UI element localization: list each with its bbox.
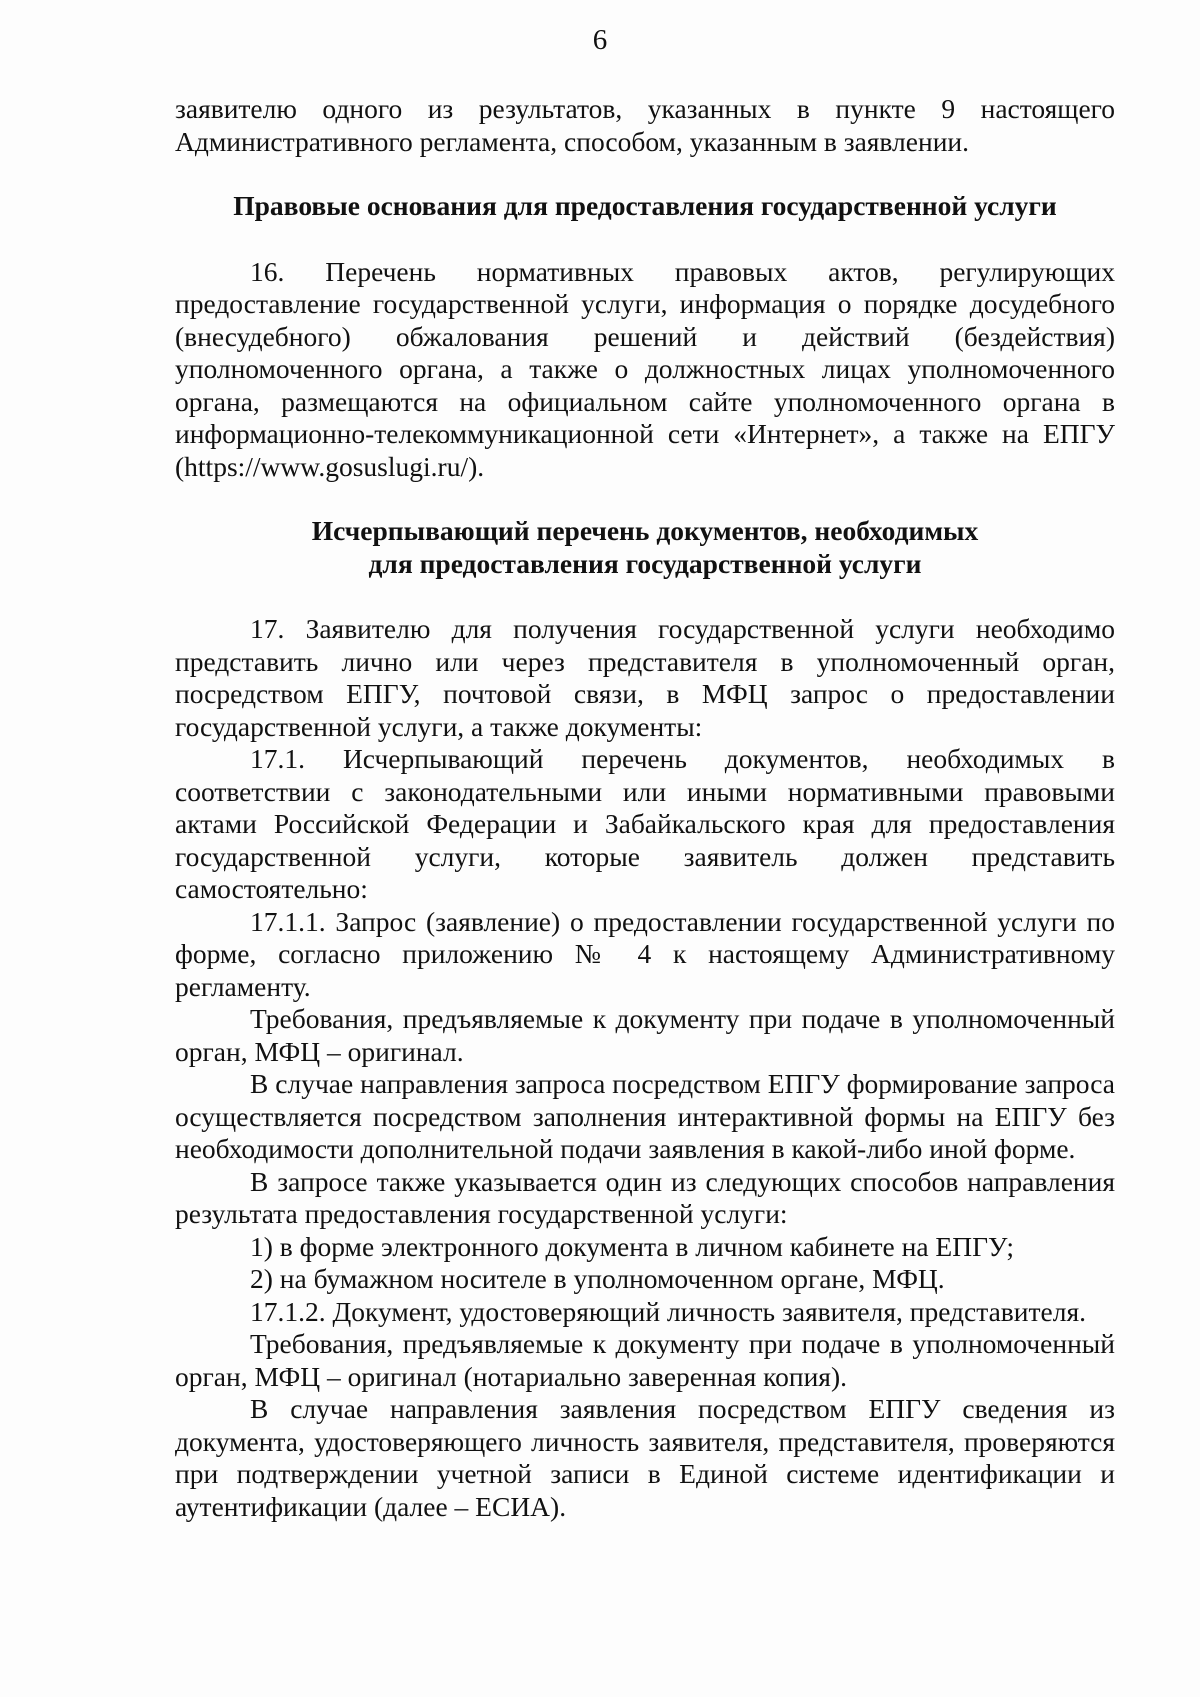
spacer	[175, 223, 1115, 256]
paragraph-epgu-request: В случае направления запроса посредством ЕПГУ формирование запроса осуществляется посредством заполнения интерактивной формы на ЕПГУ без необходимости дополнительной подачи заявления в какой-либо иной форме.	[175, 1068, 1115, 1164]
paragraph-17-1: 17.1. Исчерпывающий перечень документов, необходимых в соответствии с законодательными или иными нормативными правовыми актами Российской Федерации и Забайкальского края для предоставления государственной услуги, которые заявитель должен представить самостоятельно:	[175, 743, 1115, 904]
section-heading-legal-basis: Правовые основания для предоставления государственной услуги	[233, 190, 1057, 221]
paragraph-17-1-2: 17.1.2. Документ, удостоверяющий личность заявителя, представителя.	[250, 1295, 1086, 1327]
paragraph-16: 16. Перечень нормативных правовых актов, регулирующих предоставление государственной услуги, информация о порядке досудебного (внесудебного) обжалования решений и действий (бездействия) уполномоченного органа, а также о должностных лицах уполномоченного органа, размещаются на официальном сайте уполномоченного органа в информационно-телекоммуникационной сети «Интернет», а также на ЕПГУ (https://www.gosuslugi.ru/).	[175, 255, 1115, 482]
spacer	[175, 580, 1115, 613]
spacer	[175, 483, 1115, 515]
spacer	[175, 158, 1115, 190]
section-heading-documents-line-2: для предоставления государственной услуги	[368, 547, 922, 579]
paragraph-requirements-copy: Требования, предъявляемые к документу при подаче в уполномоченный орган, МФЦ – оригинал (нотариально заверенная копия).	[175, 1328, 1115, 1392]
section-heading-documents-line-1: Исчерпывающий перечень документов, необходимых	[311, 515, 979, 546]
page-number: 6	[592, 24, 608, 56]
paragraph-17-1-1: 17.1.1. Запрос (заявление) о предоставлении государственной услуги по форме, согласно приложению № 4 к настоящему Административному регламенту.	[175, 905, 1115, 1002]
paragraph-result-methods: В запросе также указывается один из следующих способов направления результата предоставления государственной услуги:	[175, 1165, 1115, 1229]
paragraph-requirements-original: Требования, предъявляемые к документу при подаче в уполномоченный орган, МФЦ – оригинал.	[175, 1003, 1115, 1067]
paragraph-continuation: заявителю одного из результатов, указанных в пункте 9 настоящего Административного регламента, способом, указанным в заявлении.	[175, 93, 1115, 157]
list-item-method-2: 2) на бумажном носителе в уполномоченном органе, МФЦ.	[250, 1263, 945, 1294]
paragraph-epgu-identity: В случае направления заявления посредством ЕПГУ сведения из документа, удостоверяющего личность заявителя, представителя, проверяются при подтверждении учетной записи в Единой системе идентификации и аутентификации (далее – ЕСИА).	[175, 1393, 1115, 1522]
document-body	[175, 93, 1115, 1523]
paragraph-17: 17. Заявителю для получения государственной услуги необходимо представить лично или через представителя в уполномоченный орган, посредством ЕПГУ, почтовой связи, в МФЦ запрос о предоставлении государственной услуги, а также документы:	[175, 613, 1115, 742]
list-item-method-1: 1) в форме электронного документа в личном кабинете на ЕПГУ;	[250, 1230, 1015, 1262]
